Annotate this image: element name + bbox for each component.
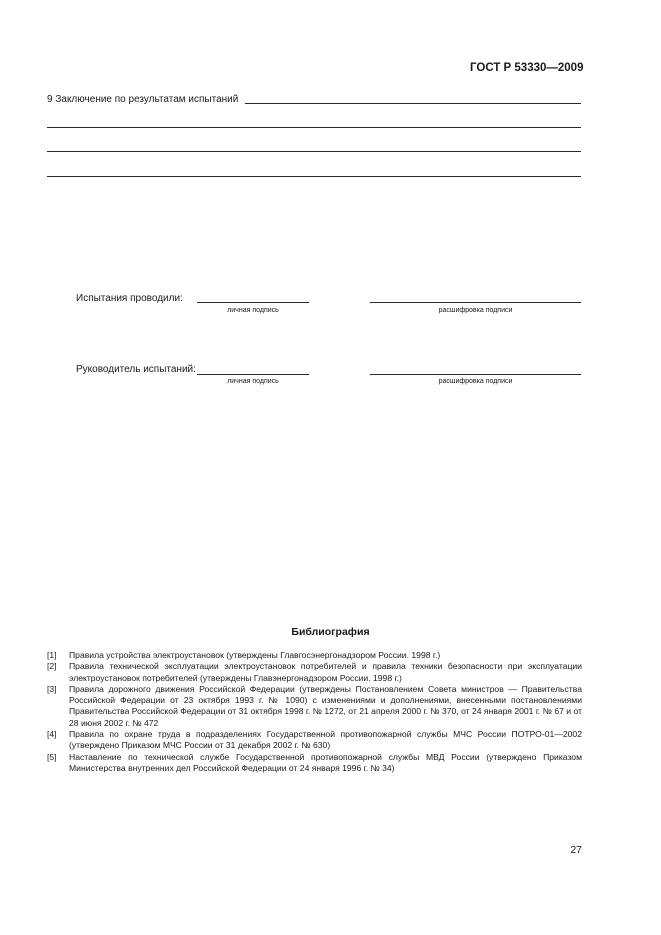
bibliography-item-text: Правила дорожного движения Российской Федерации (утверждены Постановлением Совета министров — Правительства Российской Федерации от 23 октября 1993 г. № 1090) с изменениями и дополнениями, внесенными постановлениями Правительства Российской Федерации от 31 октября 1998 г. № 1272, от 21 апреля 2000 г. № 370, от 24 января 2001 г. № 67 и от 28 июня 2002 г. № 472: [69, 683, 582, 728]
head-signature-caption: личная подпись: [227, 378, 279, 385]
head-name-caption: расшифровка подписи: [438, 378, 513, 385]
conclusion-line: [47, 127, 581, 128]
bibliography-item-number: [5]: [47, 751, 57, 762]
conclusion-label: 9 Заключение по результатам испытаний: [47, 94, 239, 105]
bibliography-item-number: [3]: [47, 683, 57, 694]
testers-name-line: [370, 302, 581, 303]
head-signature-line: [197, 374, 309, 375]
head-signature-label: Руководитель испытаний:: [76, 364, 196, 375]
conclusion-line: [47, 176, 581, 177]
bibliography-item: [47, 650, 582, 661]
bibliography-item: [47, 684, 582, 729]
bibliography-item-text: Правила технической эксплуатации электроустановок потребителей и правила техники безопасности при эксплуатации электроустановок потребителей (утверждены Главэнергонадзором России. 1998 г.): [69, 661, 582, 683]
testers-signature-caption: личная подпись: [227, 307, 279, 314]
conclusion-line: [47, 151, 581, 152]
bibliography-title: Библиография: [291, 626, 370, 638]
bibliography-item: [47, 729, 582, 752]
head-name-line: [370, 374, 581, 375]
bibliography-item-text: Правила по охране труда в подразделениях Государственной противопожарной службы МЧС России ПОТРО-01—2002 (утверждено Приказом МЧС России от 31 декабря 2002 г. № 630): [69, 729, 582, 751]
bibliography-item-text: Правила устройства электроустановок (утверждены Главгосэнергонадзором России. 1998 г.): [69, 650, 441, 660]
bibliography-item-text: Наставление по технической службе Государственной противопожарной службы МВД России (утверждено Приказом Министерства внутренних дел Российской Федерации от 24 января 1996 г. № 34): [69, 751, 582, 773]
bibliography-item-number: [2]: [47, 661, 57, 672]
page-number: 27: [570, 844, 582, 856]
testers-name-caption: расшифровка подписи: [438, 307, 513, 314]
bibliography-item-number: [1]: [47, 650, 57, 660]
bibliography-list: [47, 650, 582, 774]
testers-signature-label: Испытания проводили:: [76, 293, 183, 304]
conclusion-line: [245, 103, 581, 104]
bibliography-item-number: [4]: [47, 729, 57, 740]
bibliography-item: [47, 661, 582, 684]
testers-signature-line: [197, 302, 309, 303]
document-standard-code: ГОСТ Р 53330—2009: [470, 62, 584, 74]
bibliography-item: [47, 752, 582, 775]
